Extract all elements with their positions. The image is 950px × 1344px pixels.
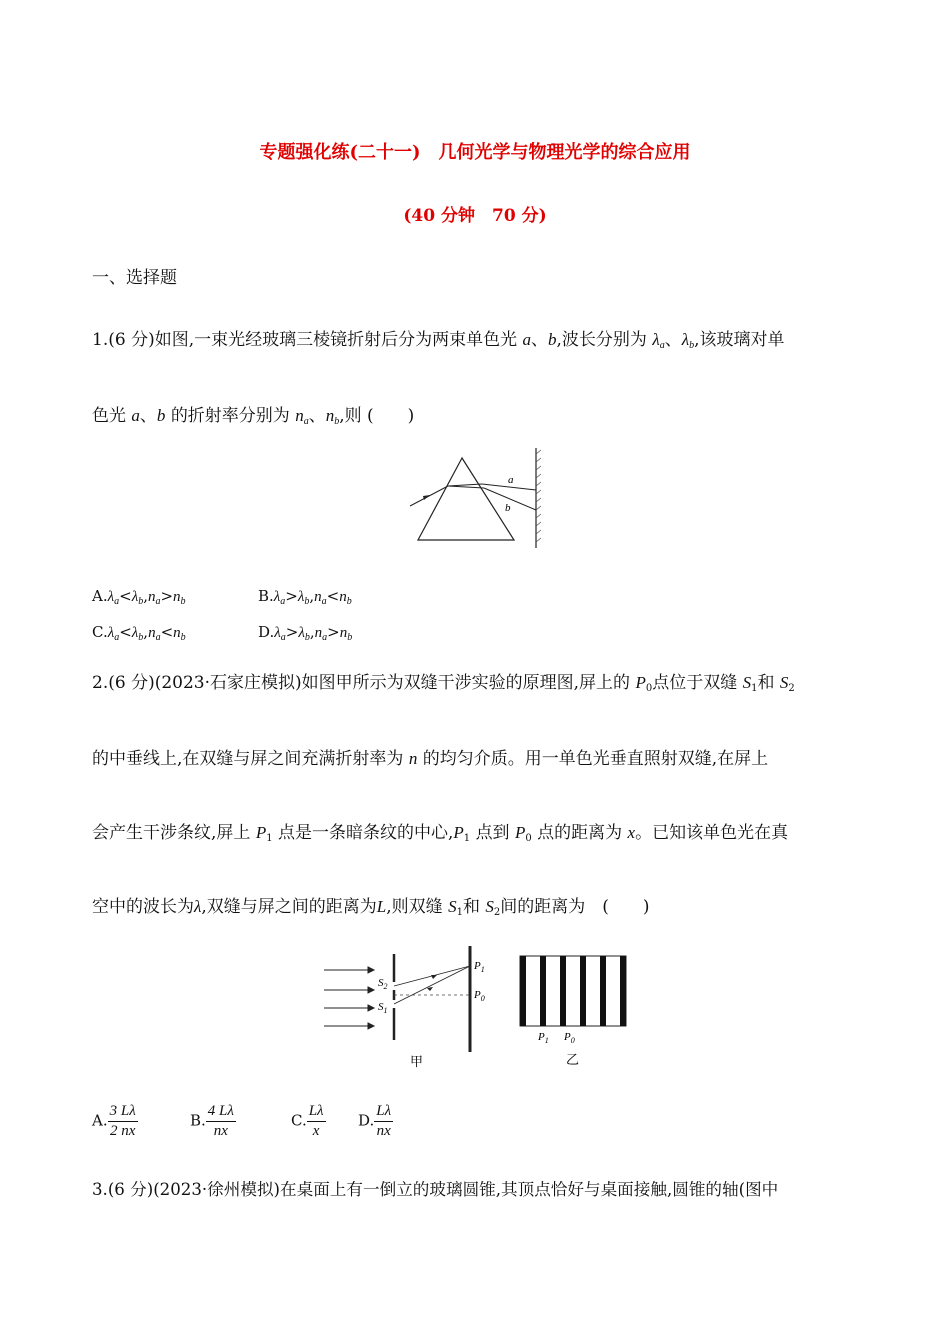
page-title: 专题强化练(二十一) 几何光学与物理光学的综合应用	[259, 142, 691, 163]
q2-option-b[interactable]: B. $\frac{4 L\lambda}{nx}$	[190, 1103, 234, 1139]
path-s1	[394, 966, 470, 1004]
label-a: a	[508, 474, 514, 486]
q2-line-3: 会产生干涉条纹,屏上 $P_1$ 点是一条暗条纹的中心$,P_1$ 点到 $P_0$ 点的距离为 x。已知该单色光在真	[92, 823, 789, 844]
section-heading: 一、选择题	[92, 268, 177, 288]
fig-s2-label: $S_2$	[378, 977, 388, 991]
incident-arrows	[324, 967, 374, 1029]
fringe-bars	[520, 956, 626, 1026]
incident-ray	[410, 486, 448, 506]
q1-line-2: 色光 a、b 的折射率分别为 $n_a$、$n_b$,则 ( )	[92, 406, 415, 427]
ray-inside-a	[448, 484, 482, 486]
ray-inside-b	[448, 486, 484, 488]
label-b: b	[505, 502, 511, 514]
q1-option-c[interactable]: $C.\lambda_a<\lambda_b,n_a<n_b$	[92, 623, 186, 643]
prism-triangle	[418, 458, 514, 540]
page-subtitle: (40 分钟 70 分)	[403, 206, 547, 226]
fig-p0-label: $P_0$	[474, 989, 485, 1003]
fig-s1-label: $S_1$	[378, 1001, 388, 1015]
q2-option-a[interactable]: A. $\frac{3 L\lambda}{2 nx}$	[92, 1103, 136, 1139]
q1-option-a[interactable]: $A.\lambda_a<\lambda_b,n_a>n_b$	[92, 587, 186, 607]
q1-line-1: 1.(6 分)如图,一束光经玻璃三棱镜折射后分为两束单色光 a、b,波长分别为 $\lambda_a$、$\lambda_b$,该玻璃对单	[92, 330, 785, 351]
double-slit-figure	[318, 944, 638, 1074]
fringe-box	[520, 956, 626, 1026]
q1-option-d[interactable]: $D.\lambda_a>\lambda_b,n_a>n_b$	[258, 623, 353, 643]
q1-option-b[interactable]: $B.\lambda_a>\lambda_b,n_a<n_b$	[258, 587, 352, 607]
q2-line-1: 2.(6 分)(2023·石家庄模拟)如图甲所示为双缝干涉实验的原理图,屏上的 $P_0$点位于双缝 $S_1$和 $S_2$	[92, 673, 795, 694]
screen-hatching	[536, 450, 541, 542]
fig-jia-label: 甲	[410, 1055, 424, 1070]
q3-line-1: 3.(6 分)(2023·徐州模拟)在桌面上有一倒立的玻璃圆锥,其顶点恰好与桌面接触,圆锥的轴(图中	[92, 1180, 779, 1199]
q2-line-2: 的中垂线上,在双缝与屏之间充满折射率为 n 的均匀介质。用一单色光垂直照射双缝,在屏上	[92, 749, 769, 769]
fig-p1-label: $P_1$	[474, 960, 485, 974]
fig2-p0-label: $P_0$	[564, 1031, 575, 1045]
q2-option-d[interactable]: D. $\frac{L\lambda}{nx}$	[358, 1103, 392, 1139]
fig2-p1-label: $P_1$	[538, 1031, 549, 1045]
q2-option-c[interactable]: C. $\frac{L\lambda}{x}$	[291, 1103, 324, 1139]
q2-line-4: 空中的波长为λ,双缝与屏之间的距离为L,则双缝 $S_1$和 $S_2$间的距离为 ( )	[92, 897, 650, 918]
fig-yi-label: 乙	[566, 1053, 580, 1068]
prism-figure	[400, 446, 560, 550]
